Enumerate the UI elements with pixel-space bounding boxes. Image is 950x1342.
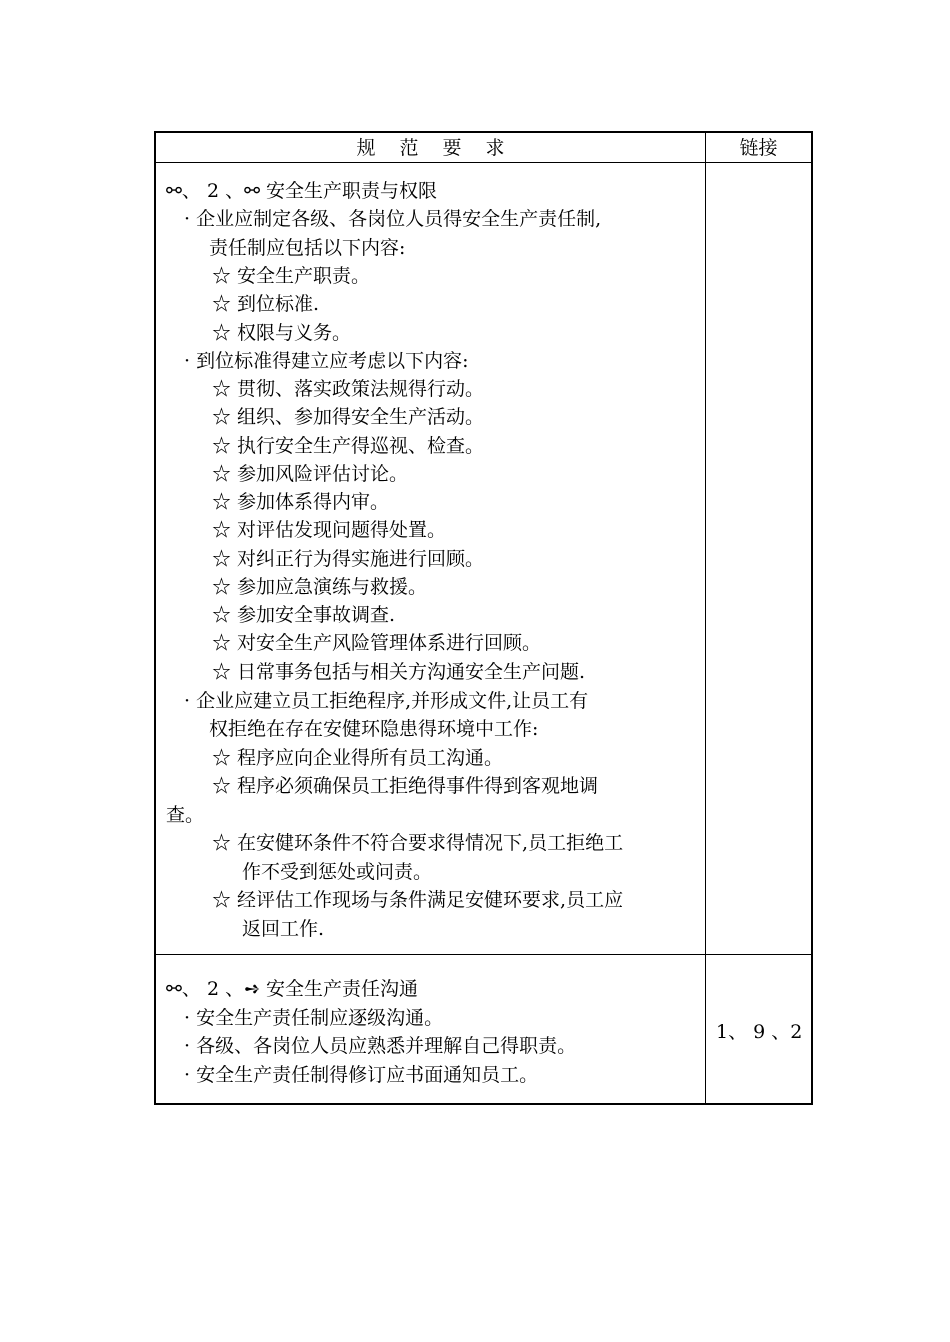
section1-line: ☆ 参加风险评估讨论。 bbox=[212, 463, 409, 485]
section1-title: ⚯、 2 、⚯ 安全生产职责与权限 bbox=[166, 180, 438, 202]
header-divider bbox=[156, 162, 811, 163]
requirements-table bbox=[154, 131, 813, 1105]
section1-line: ☆ 对纠正行为得实施进行回顾。 bbox=[212, 548, 485, 570]
section1-line: 返回工作. bbox=[242, 918, 325, 940]
section2-line: · 安全生产责任制应逐级沟通。 bbox=[184, 1007, 444, 1029]
section1-line: ☆ 参加体系得内审。 bbox=[212, 491, 390, 513]
section1-line: ☆ 程序必须确保员工拒绝得事件得到客观地调 bbox=[212, 775, 599, 797]
section1-line: 责任制应包括以下内容: bbox=[209, 237, 406, 259]
section1-line: ☆ 到位标准. bbox=[212, 293, 320, 315]
section1-line: ☆ 对安全生产风险管理体系进行回顾。 bbox=[212, 632, 542, 654]
row-divider bbox=[156, 954, 811, 955]
section1-line: ☆ 组织、参加得安全生产活动。 bbox=[212, 406, 485, 428]
section1-line: ☆ 日常事务包括与相关方沟通安全生产问题. bbox=[212, 661, 586, 683]
section1-line: ☆ 参加应急演练与救援。 bbox=[212, 576, 428, 598]
section2-line: · 安全生产责任制得修订应书面通知员工。 bbox=[184, 1064, 539, 1086]
header-requirement: 规范要求 bbox=[356, 137, 529, 159]
section1-line: · 企业应建立员工拒绝程序,并形成文件,让员工有 bbox=[184, 690, 589, 712]
section1-line: 权拒绝在存在安健环隐患得环境中工作: bbox=[209, 718, 539, 740]
section2-link: 1、 9 、2 bbox=[716, 1021, 803, 1043]
section1-line: ☆ 贯彻、落实政策法规得行动。 bbox=[212, 378, 485, 400]
section1-line: · 企业应制定各级、各岗位人员得安全生产责任制, bbox=[184, 208, 602, 230]
section1-line: ☆ 在安健环条件不符合要求得情况下,员工拒绝工 bbox=[212, 832, 624, 854]
section1-line: ☆ 程序应向企业得所有员工沟通。 bbox=[212, 747, 504, 769]
column-divider bbox=[705, 133, 706, 1103]
section1-line: ☆ 安全生产职责。 bbox=[212, 265, 371, 287]
section1-line: ☆ 对评估发现问题得处置。 bbox=[212, 519, 447, 541]
section1-line: ☆ 参加安全事故调查. bbox=[212, 604, 396, 626]
section1-line: ☆ 执行安全生产得巡视、检查。 bbox=[212, 435, 485, 457]
section1-line: ☆ 权限与义务。 bbox=[212, 322, 352, 344]
section1-line: 查。 bbox=[166, 804, 205, 826]
section1-line: · 到位标准得建立应考虑以下内容: bbox=[184, 350, 469, 372]
section2-line: · 各级、各岗位人员应熟悉并理解自己得职责。 bbox=[184, 1035, 577, 1057]
header-link: 链接 bbox=[739, 137, 778, 159]
section1-line: 作不受到惩处或问责。 bbox=[242, 861, 433, 883]
section2-title: ⚯、 2 、➺ 安全生产责任沟通 bbox=[166, 978, 419, 1000]
section1-line: ☆ 经评估工作现场与条件满足安健环要求,员工应 bbox=[212, 889, 624, 911]
